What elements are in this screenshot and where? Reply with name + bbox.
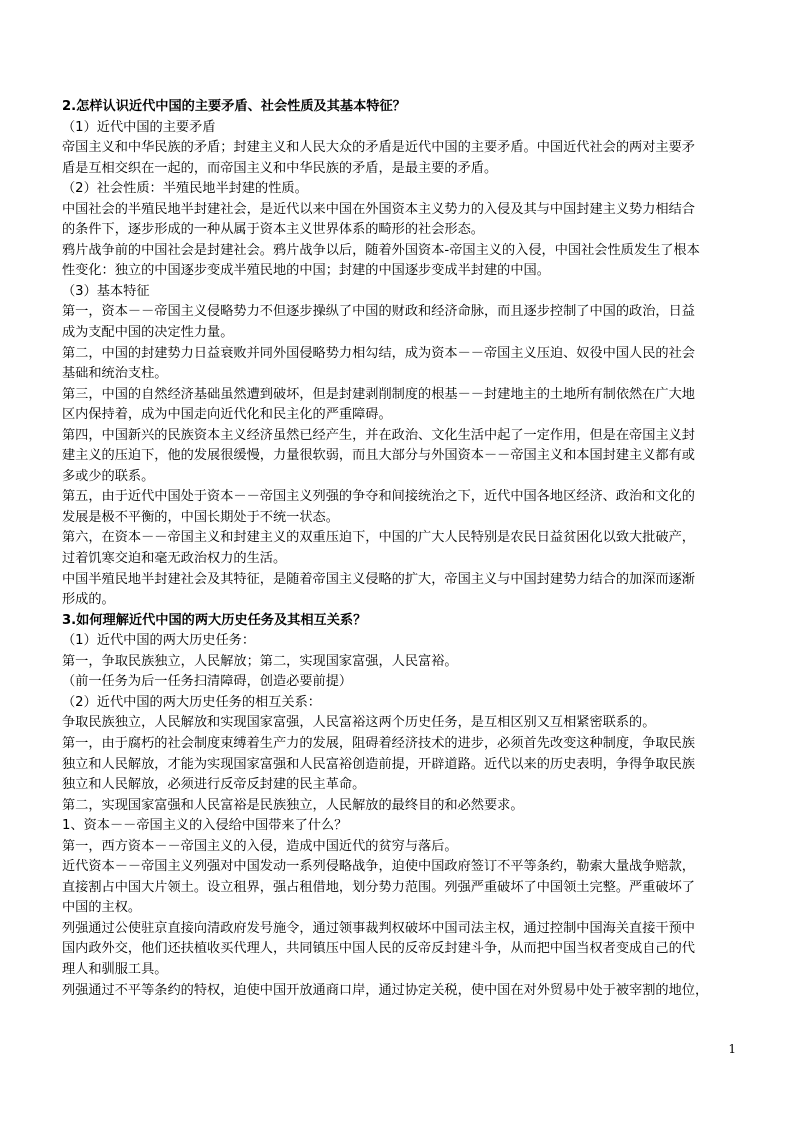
- text-line: 直接割占中国大片领土。设立租界，强占租借地，划分势力范围。列强严重破坏了中国领土完整。严重破坏了: [62, 879, 695, 895]
- text-line: 中国社会的半殖民地半封建社会，是近代以来中国在外国资本主义势力的入侵及其与中国封建主义势力相结合: [62, 201, 695, 217]
- text-line: 第五，由于近代中国处于资本－－帝国主义列强的争夺和间接统治之下，近代中国各地区经济、政治和文化的: [62, 489, 695, 505]
- text-line: 第一，由于腐朽的社会制度束缚着生产力的发展，阻碍着经济技术的进步，必须首先改变这种制度，争取民族: [62, 735, 695, 751]
- text-line: （1）近代中国的主要矛盾: [62, 119, 216, 135]
- text-line: 列强通过不平等条约的特权，迫使中国开放通商口岸，通过协定关税，使中国在对外贸易中处于被宰割的地位，: [62, 982, 709, 998]
- text-line: 中国的主权。: [62, 900, 142, 916]
- text-line: （前一任务为后一任务扫清障碍，创造必要前提）: [62, 674, 353, 690]
- text-line: 盾是互相交织在一起的，而帝国主义和中华民族的矛盾，是最主要的矛盾。: [62, 160, 498, 176]
- text-line: 1、资本－－帝国主义的入侵给中国带来了什么？: [62, 818, 348, 834]
- text-line: 第一，西方资本－－帝国主义的入侵，造成中国近代的贫穷与落后。: [62, 838, 458, 854]
- text-line: 第一，资本－－帝国主义侵略势力不但逐步操纵了中国的财政和经济命脉，而且逐步控制了中国的政治，日益: [62, 304, 695, 320]
- text-line: 发展是极不平衡的，中国长期处于不统一状态。: [62, 509, 339, 525]
- text-line: 建主义的压迫下，他的发展很缓慢，力量很软弱，而且大部分与外国资本－－帝国主义和本国封建主义都有或: [62, 448, 695, 464]
- text-line: 基础和统治支柱。: [62, 366, 168, 382]
- text-line: 多或少的联系。: [62, 468, 155, 484]
- text-line: 第二，实现国家富强和人民富裕是民族独立，人民解放的最终目的和必然要求。: [62, 797, 524, 813]
- text-line: 中国半殖民地半封建社会及其特征，是随着帝国主义侵略的扩大，帝国主义与中国封建势力结合的加深而逐渐: [62, 571, 695, 587]
- text-line: 第二，中国的封建势力日益衰败并同外国侵略势力相勾结，成为资本－－帝国主义压迫、奴役中国人民的社会: [62, 345, 695, 361]
- text-line: 第六，在资本－－帝国主义和封建主义的双重压迫下，中国的广大人民特别是农民日益贫困化以致大批破产，: [62, 530, 695, 546]
- text-line: （3）基本特征: [62, 283, 150, 299]
- text-line: （2）社会性质：半殖民地半封建的性质。: [62, 181, 308, 197]
- text-line: 理人和驯服工具。: [62, 961, 168, 977]
- text-line: 独立和人民解放，才能为实现国家富强和人民富裕创造前提，开辟道路。近代以来的历史表明，争得争取民族: [62, 756, 695, 772]
- text-line: 帝国主义和中华民族的矛盾；封建主义和人民大众的矛盾是近代中国的主要矛盾。中国近代社会的两对主要矛: [62, 140, 695, 156]
- text-line: 的条件下，逐步形成的一种从属于资本主义世界体系的畸形的社会形态。: [62, 222, 484, 238]
- text-line: 鸦片战争前的中国社会是封建社会。鸦片战争以后，随着外国资本-帝国主义的入侵，中国社会性质发生了根本: [62, 242, 700, 258]
- text-line: 区内保持着，成为中国走向近代化和民主化的严重障碍。: [62, 407, 392, 423]
- text-line: 第四，中国新兴的民族资本主义经济虽然已经产生，并在政治、文化生活中起了一定作用，但是在帝国主义封: [62, 427, 695, 443]
- text-line: 国内政外交，他们还扶植收买代理人，共同镇压中国人民的反帝反封建斗争，从而把中国当权者变成自己的代: [62, 941, 695, 957]
- text-line: 性变化：独立的中国逐步变成半殖民地的中国；封建的中国逐步变成半封建的中国。: [62, 263, 550, 279]
- section-heading: 3.如何理解近代中国的两大历史任务及其相互关系？: [62, 612, 367, 628]
- text-line: （1）近代中国的两大历史任务：: [62, 633, 256, 649]
- text-line: 第一，争取民族独立，人民解放；第二，实现国家富强，人民富裕。: [62, 653, 458, 669]
- document-page: [62, 97, 740, 1001]
- text-line: 形成的。: [62, 592, 115, 608]
- page-number: 1: [728, 1042, 736, 1056]
- text-line: 独立和人民解放，必须进行反帝反封建的民主革命。: [62, 777, 366, 793]
- text-line: 近代资本－－帝国主义列强对中国发动一系列侵略战争，迫使中国政府签订不平等条约，勒索大量战争赔款，: [62, 859, 695, 875]
- text-line: 成为支配中国的决定性力量。: [62, 325, 234, 341]
- text-line: 过着饥寒交迫和毫无政治权力的生活。: [62, 551, 287, 567]
- text-line: 第三，中国的自然经济基础虽然遭到破坏，但是封建剥削制度的根基－－封建地主的土地所有制依然在广大地: [62, 386, 695, 402]
- text-line: 争取民族独立，人民解放和实现国家富强，人民富裕这两个历史任务，是互相区别又互相紧密联系的。: [62, 715, 656, 731]
- text-line: （2）近代中国的两大历史任务的相互关系：: [62, 694, 321, 710]
- section-heading: 2.怎样认识近代中国的主要矛盾、社会性质及其基本特征？: [62, 99, 406, 114]
- text-line: 列强通过公使驻京直接向清政府发号施令，通过领事裁判权破坏中国司法主权，通过控制中国海关直接干预中: [62, 920, 695, 936]
